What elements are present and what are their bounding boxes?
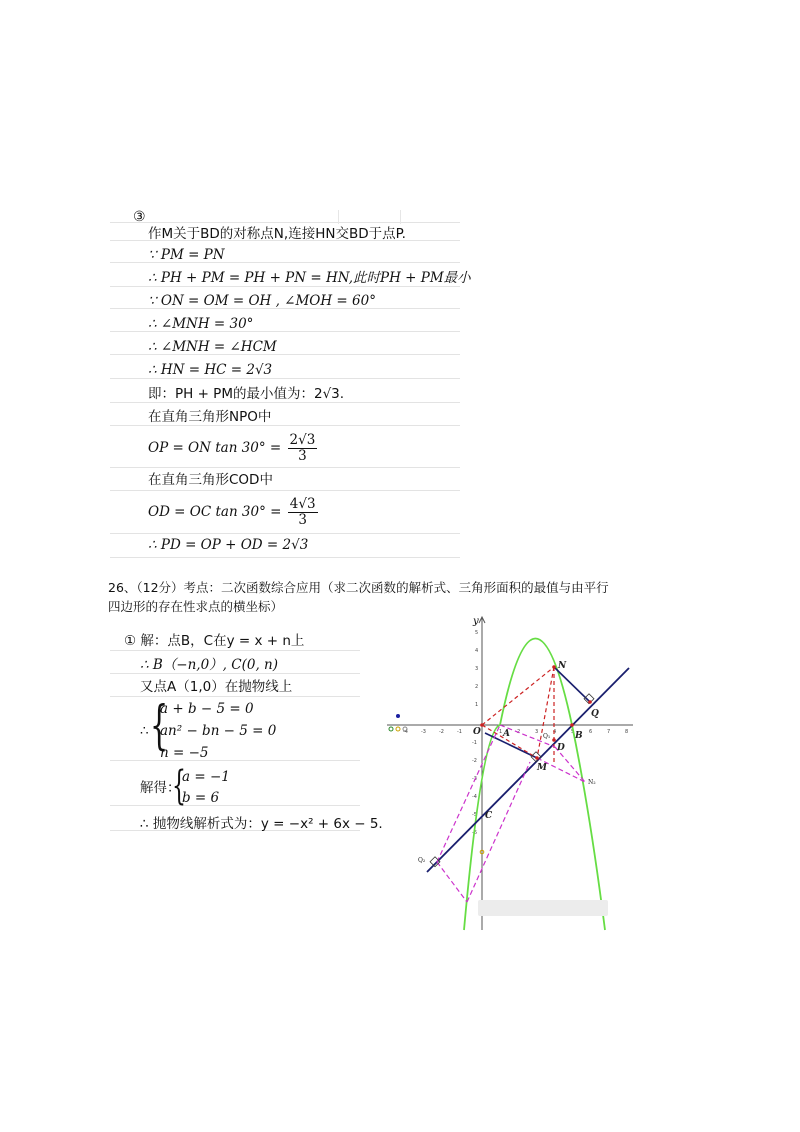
system-eq-3: n = −5: [160, 745, 209, 761]
system-eq-2: an² − bn − 5 = 0: [160, 723, 277, 739]
y-tick: -5: [472, 812, 477, 818]
part-label: ③: [133, 209, 146, 225]
table-rule: [110, 490, 460, 491]
label-n2: N₂: [588, 779, 596, 786]
point-dot: [396, 727, 400, 731]
op-lhs: OP = ON tan 30° =: [148, 440, 282, 456]
x-tick: -4: [403, 729, 408, 735]
table-rule: [110, 467, 460, 468]
op-fraction: [288, 433, 318, 464]
solution-line-6: ∴ ∠MNH = ∠HCM: [148, 339, 277, 355]
solution-line-8: 即：PH + PM的最小值为：2√3.: [148, 386, 345, 402]
solution-line-7: ∴ HN = HC = 2√3: [148, 362, 273, 378]
x-tick: 2: [517, 729, 521, 735]
x-tick: 8: [625, 729, 629, 735]
y-tick: 4: [475, 648, 479, 654]
solve-label: 解得：: [140, 780, 181, 796]
table-vrule: [400, 210, 401, 224]
op-denominator: 3: [298, 448, 307, 464]
table-vrule: [338, 210, 339, 224]
y-tick: 5: [475, 630, 479, 636]
y-tick: -4: [472, 794, 477, 800]
y-axis-label: y: [473, 616, 479, 627]
y-tick: -2: [472, 758, 477, 764]
table-rule: [110, 557, 460, 558]
coordinate-graph: [385, 612, 635, 932]
y-tick: -3: [472, 776, 477, 782]
question-26-header-line2: 四边形的存在性求点的横坐标）: [108, 599, 284, 614]
x-tick: 1: [499, 729, 503, 735]
point-dot: [389, 727, 393, 731]
x-tick: 7: [607, 729, 611, 735]
label-m: M: [537, 763, 547, 773]
op-equation: [148, 430, 319, 466]
od-equation: [148, 494, 320, 530]
solution-line-10: 在直角三角形COD中: [148, 472, 273, 488]
label-b: B: [575, 731, 583, 741]
table-rule: [110, 650, 360, 651]
label-a: A: [503, 729, 510, 739]
watermark-blur: [478, 900, 608, 916]
od-denominator: 3: [298, 512, 307, 528]
point-dot: [588, 700, 592, 704]
label-o: O: [473, 727, 481, 737]
x-tick-labels: [403, 729, 628, 735]
x-tick: -2: [439, 729, 444, 735]
x-tick: -1: [457, 729, 462, 735]
table-rule: [110, 805, 360, 806]
label-q: Q: [591, 709, 599, 719]
point-dot: [396, 714, 400, 718]
point-dot: [552, 665, 556, 669]
q26-line-1: ① 解：点B，C在y = x + n上: [124, 633, 305, 649]
label-d: D: [557, 743, 565, 753]
x-tick: -3: [421, 729, 426, 735]
x-tick: 6: [589, 729, 593, 735]
solution-line-4: ∵ ON = OM = OH , ∠MOH = 60°: [148, 293, 376, 309]
label-n: N: [558, 661, 567, 671]
op-numerator: 2√3: [289, 432, 316, 448]
table-rule: [110, 696, 360, 697]
od-lhs: OD = OC tan 30° =: [148, 504, 282, 520]
red-dashed-lines: [482, 667, 557, 762]
q26-line-3: 又点A（1,0）在抛物线上: [140, 679, 293, 695]
table-rule: [110, 222, 460, 223]
question-26-header-line1: 26、（12分）考点：二次函数综合应用（求二次函数的解析式、三角形面积的最值与由平行: [108, 580, 609, 595]
table-rule: [110, 533, 460, 534]
system-brace: {: [150, 696, 169, 756]
solution-line-1: 作M关于BD的对称点N,连接HN交BD于点P.: [148, 226, 406, 242]
y-tick: 1: [475, 702, 479, 708]
point-dot: [552, 738, 556, 742]
solution-line-5: ∴ ∠MNH = 30°: [148, 316, 254, 332]
od-fraction: [288, 497, 318, 528]
segment-nq: [554, 667, 590, 702]
system-therefore: ∴: [140, 723, 149, 739]
x-tick: 3: [535, 729, 539, 735]
system-eq-1: a + b − 5 = 0: [160, 701, 254, 717]
point-dot: [570, 723, 574, 727]
label-c: C: [485, 811, 493, 821]
parabola-curve: [464, 639, 605, 931]
x-tick: 4: [553, 729, 557, 735]
parabola-result: ∴ 抛物线解析式为：y = −x² + 6x − 5.: [140, 816, 383, 832]
label-q2: Q₂: [418, 857, 426, 864]
solution-line-3: ∴ PH + PM = PH + PN = HN,此时PH + PM最小: [148, 270, 471, 286]
od-numerator: 4√3: [289, 496, 316, 512]
solution-line-11: ∴ PD = OP + OD = 2√3: [148, 537, 309, 553]
result-b: b = 6: [182, 790, 220, 806]
solution-line-9: 在直角三角形NPO中: [148, 409, 272, 425]
point-dot: [535, 756, 539, 760]
label-q1: Q₁: [543, 733, 551, 740]
y-tick: -6: [472, 830, 477, 836]
segment-m: [485, 733, 537, 758]
line-bc: [427, 668, 629, 872]
table-rule: [110, 760, 360, 761]
result-brace: {: [172, 763, 186, 809]
solution-line-2: ∵ PM = PN: [148, 247, 225, 263]
y-tick: 3: [475, 666, 479, 672]
y-tick: -1: [472, 740, 477, 746]
result-a: a = −1: [182, 769, 230, 785]
y-tick: 2: [475, 684, 479, 690]
x-tick: 5: [571, 729, 575, 735]
q26-line-2: ∴ B（−n,0）, C(0, n): [140, 657, 278, 673]
